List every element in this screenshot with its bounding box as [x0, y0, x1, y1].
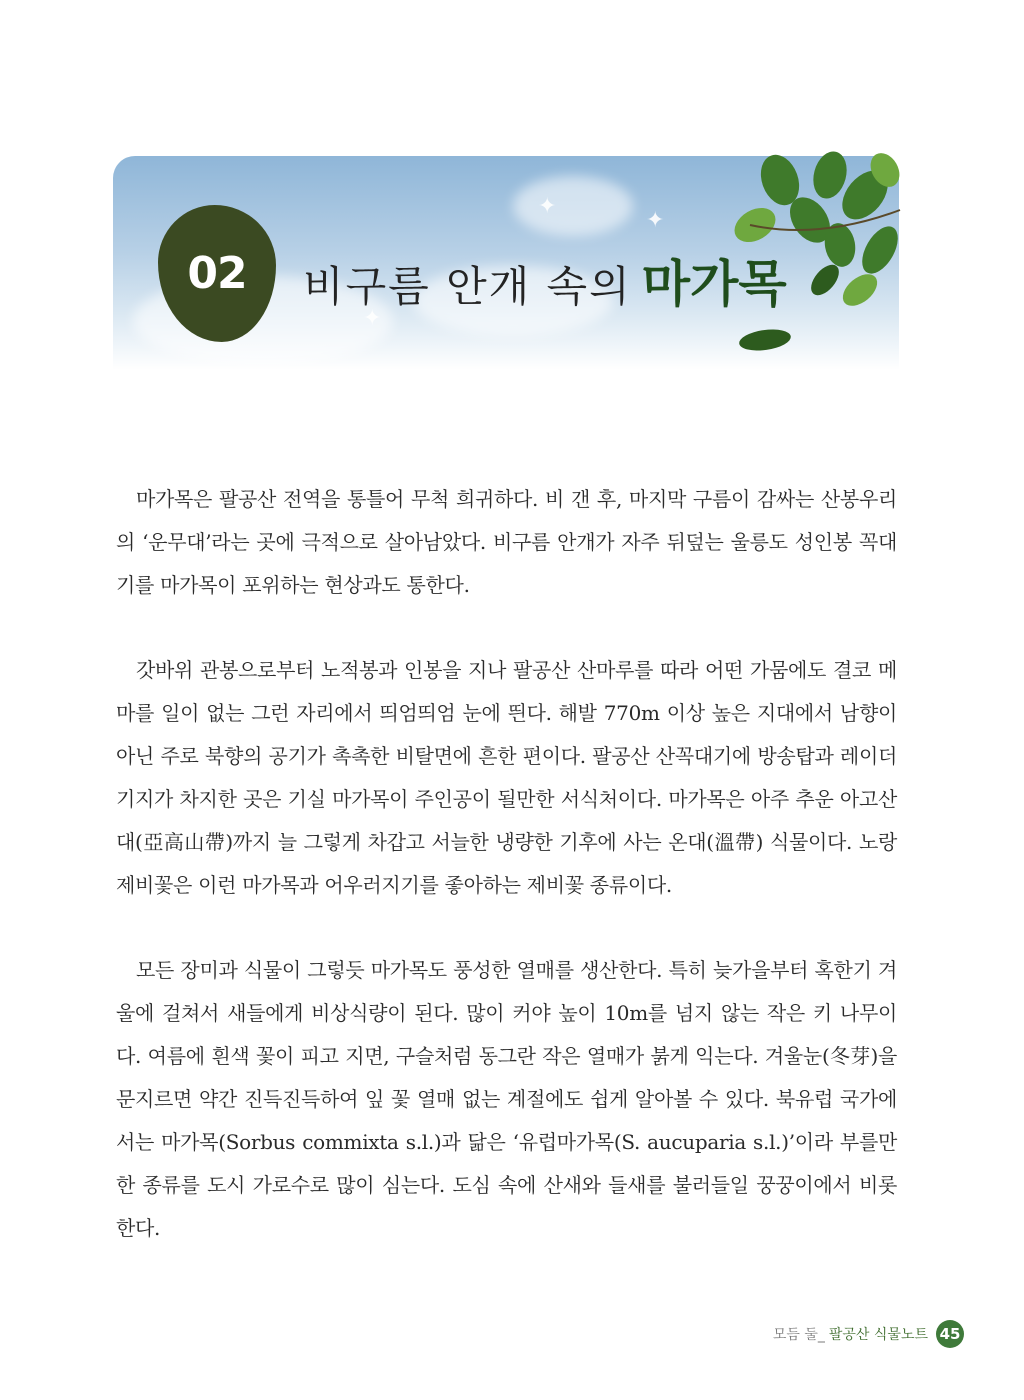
sparkle-icon: ✦: [538, 194, 557, 219]
body-text: [116, 478, 897, 1292]
chapter-number: 02: [187, 248, 247, 299]
paragraph-1: 마가목은 팔공산 전역을 통틀어 무척 희귀하다. 비 갠 후, 마지막 구름이 감싸는 산봉우리의 ‘운무대’라는 곳에 극적으로 살아남았다. 비구름 안개가 자주 뒤덮는 울릉도 성인봉 꼭대기를 마가목이 포위하는 현상과도 통한다.: [116, 487, 897, 597]
sparkle-icon: ✦: [646, 208, 665, 233]
page-footer: [773, 1320, 964, 1348]
cloud-decoration: [513, 176, 633, 236]
footer-section: 모듬 둘_: [772, 1327, 825, 1343]
footer-book-title: 팔공산 식물노트: [828, 1327, 928, 1343]
title-emphasis: 마가목: [641, 255, 787, 313]
title-prefix: 비구름 안개 속의: [303, 262, 632, 311]
paragraph-3: 모든 장미과 식물이 그렇듯 마가목도 풍성한 열매를 생산한다. 특히 늦가을부터 혹한기 겨울에 걸쳐서 새들에게 비상식량이 된다. 많이 커야 높이 10m를 넘지 않는 작은 키 나무이다. 여름에 흰색 꽃이 피고 지면, 구슬처럼 동그란 작은 열매가 붉게 익는다. 겨울눈(冬芽)을 문지르면 약간 진득진득하여 잎 꽃 열매 없는 계절에도 쉽게 알아볼 수 있다. 북유럽 국가에서는 마가목(Sorbus commixta s.l.)과 닮은 ‘유럽마가목(S. aucuparia s.l.)’이라 부를만한 종류를 도시 가로수로 많이 심는다. 도심 속에 산새와 들새를 불러들일 꿍꿍이에서 비롯한다.: [116, 958, 897, 1240]
sparkle-icon: ✦: [363, 306, 382, 331]
paragraph-2: 갓바위 관봉으로부터 노적봉과 인봉을 지나 팔공산 산마루를 따라 어떤 가뭄에도 결코 메마를 일이 없는 그런 자리에서 띄엄띄엄 눈에 띈다. 해발 770m 이상 높은 지대에서 남향이 아닌 주로 북향의 공기가 촉촉한 비탈면에 흔한 편이다. 팔공산 산꼭대기에 방송탑과 레이더기지가 차지한 곳은 기실 마가목이 주인공이 될만한 서식처이다. 마가목은 아주 추운 아고산대(亞高山帶)까지 늘 그렇게 차갑고 서늘한 냉량한 기후에 사는 온대(溫帶) 식물이다. 노랑제비꽃은 이런 마가목과 어우러지기를 좋아하는 제비꽃 종류이다.: [116, 658, 897, 897]
page-title: [303, 244, 787, 316]
page-number: 45: [936, 1320, 964, 1348]
